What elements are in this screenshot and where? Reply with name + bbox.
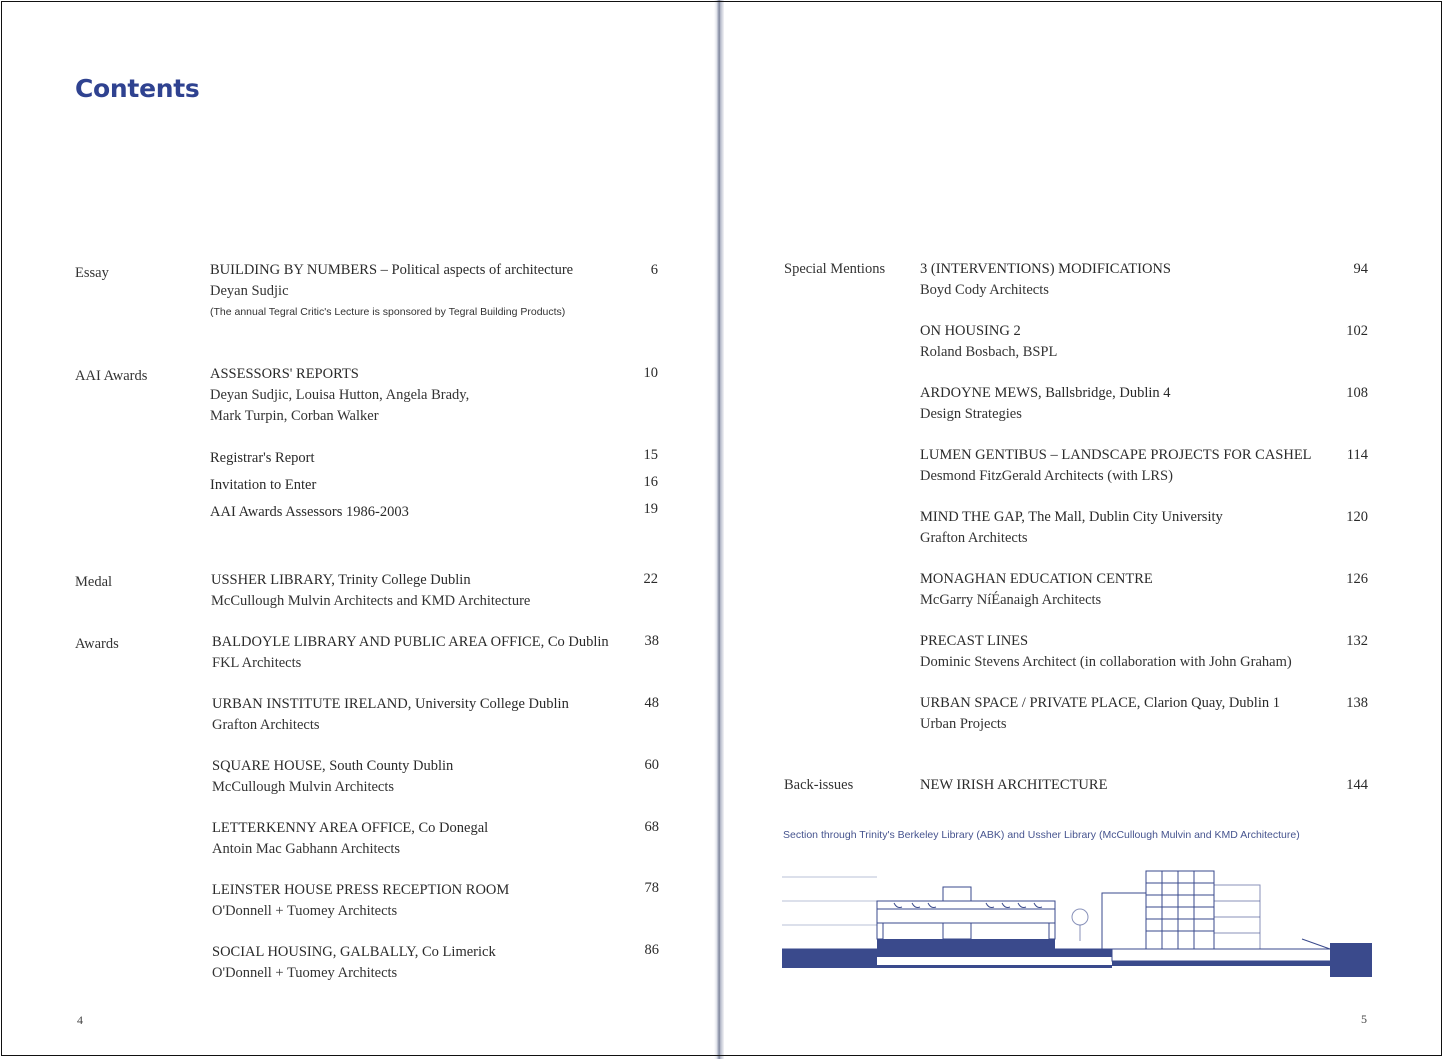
page-number: 15: [643, 447, 658, 463]
page-title: Contents: [75, 74, 200, 103]
page-number: 108: [1346, 385, 1368, 401]
entry-title: PRECAST LINES: [920, 633, 1029, 649]
entry-author: Deyan Sudjic: [210, 283, 289, 299]
entry-title: Invitation to Enter: [210, 477, 317, 493]
entry-author: Urban Projects: [920, 716, 1007, 732]
entry-author: Grafton Architects: [920, 530, 1028, 546]
entry-author: McCullough Mulvin Architects: [212, 779, 395, 795]
page-number: 120: [1346, 509, 1368, 525]
toc-entry-special: [920, 569, 1153, 611]
folio-left: 4: [77, 1013, 83, 1027]
entry-author: Design Strategies: [920, 406, 1022, 422]
page-number: 48: [644, 695, 659, 711]
entry-title: LUMEN GENTIBUS – LANDSCAPE PROJECTS FOR CASHEL: [920, 447, 1312, 463]
section-label-special-mentions: Special Mentions: [784, 261, 886, 277]
page-number: 86: [644, 942, 659, 958]
entry-author: McCullough Mulvin Architects and KMD Architecture: [211, 593, 531, 609]
toc-entry-back-issues: [920, 775, 1107, 796]
page-number: 10: [643, 365, 658, 381]
entry-title: URBAN INSTITUTE IRELAND, University College Dublin: [212, 696, 569, 712]
toc-entry-special: [920, 507, 1223, 549]
entry-title: ARDOYNE MEWS, Ballsbridge, Dublin 4: [920, 385, 1171, 401]
entry-title: LEINSTER HOUSE PRESS RECEPTION ROOM: [212, 882, 510, 898]
folio-right: 5: [1361, 1012, 1367, 1026]
page-number: 68: [644, 819, 659, 835]
library-section-drawing: [782, 865, 1372, 980]
entry-title: Registrar's Report: [210, 450, 315, 466]
entry-author: Mark Turpin, Corban Walker: [210, 408, 379, 424]
entry-author: O'Donnell + Tuomey Architects: [212, 965, 398, 981]
toc-entry-aai-assessors: [210, 502, 409, 523]
page-number: 22: [643, 571, 658, 587]
toc-entry-invitation-to-enter: [210, 475, 316, 496]
entry-title: ON HOUSING 2: [920, 323, 1021, 339]
entry-title: SOCIAL HOUSING, GALBALLY, Co Limerick: [212, 944, 496, 960]
entry-author: Boyd Cody Architects: [920, 282, 1049, 298]
entry-author: Desmond FitzGerald Architects (with LRS): [920, 468, 1173, 484]
entry-author: O'Donnell + Tuomey Architects: [212, 903, 398, 919]
entry-title: MONAGHAN EDUCATION CENTRE: [920, 571, 1153, 587]
entry-title: URBAN SPACE / PRIVATE PLACE, Clarion Quay, Dublin 1: [920, 695, 1280, 711]
entry-author: Roland Bosbach, BSPL: [920, 344, 1058, 360]
toc-entry-award: [212, 632, 609, 674]
book-gutter: [714, 0, 724, 1059]
toc-entry-award: [212, 694, 569, 736]
section-label-awards: Awards: [75, 636, 119, 652]
toc-entry-special: [920, 259, 1171, 301]
page-number: 102: [1346, 323, 1368, 339]
toc-entry-special: [920, 383, 1171, 425]
page-number: 132: [1346, 633, 1368, 649]
entry-author: Dominic Stevens Architect (in collaboration with John Graham): [920, 654, 1292, 670]
toc-entry-registrars-report: [210, 448, 315, 469]
page-number: 19: [643, 501, 658, 517]
entry-title: NEW IRISH ARCHITECTURE: [920, 777, 1108, 793]
entry-title: LETTERKENNY AREA OFFICE, Co Donegal: [212, 820, 489, 836]
page-number: 144: [1346, 777, 1368, 793]
entry-note: (The annual Tegral Critic's Lecture is sponsored by Tegral Building Products): [210, 306, 566, 318]
entry-title: BALDOYLE LIBRARY AND PUBLIC AREA OFFICE, Co Dublin: [212, 634, 609, 650]
entry-author: Grafton Architects: [212, 717, 320, 733]
entry-title: AAI Awards Assessors 1986-2003: [210, 504, 409, 520]
toc-entry-special: [920, 445, 1312, 487]
page-number: 16: [643, 474, 658, 490]
figure-caption: Section through Trinity's Berkeley Library (ABK) and Ussher Library (McCullough Mulvin and KMD Architecture): [783, 829, 1300, 841]
entry-title: 3 (INTERVENTIONS) MODIFICATIONS: [920, 261, 1171, 277]
page-number: 60: [644, 757, 659, 773]
page-number: 38: [644, 633, 659, 649]
page-number: 138: [1346, 695, 1368, 711]
entry-author: FKL Architects: [212, 655, 302, 671]
toc-entry-assessors-reports: [210, 364, 469, 427]
toc-entry-special: [920, 693, 1280, 735]
entry-title: MIND THE GAP, The Mall, Dublin City University: [920, 509, 1223, 525]
page-number: 126: [1346, 571, 1368, 587]
entry-title: SQUARE HOUSE, South County Dublin: [212, 758, 454, 774]
page-number: 94: [1353, 261, 1368, 277]
entry-author: Deyan Sudjic, Louisa Hutton, Angela Brady,: [210, 387, 470, 403]
section-label-back-issues: Back-issues: [784, 777, 854, 793]
section-label-aai-awards: AAI Awards: [75, 368, 148, 384]
entry-title: ASSESSORS' REPORTS: [210, 366, 359, 382]
entry-title: BUILDING BY NUMBERS – Political aspects of architecture: [210, 262, 574, 278]
toc-entry-special: [920, 321, 1057, 363]
toc-entry-essay: [210, 260, 573, 322]
page-number: 78: [644, 880, 659, 896]
toc-entry-award: [212, 942, 496, 984]
entry-author: McGarry NíÉanaigh Architects: [920, 592, 1102, 608]
toc-entry-ussher-library: [211, 570, 530, 612]
section-label-medal: Medal: [75, 574, 113, 590]
page-number: 114: [1346, 447, 1368, 463]
entry-author: Antoin Mac Gabhann Architects: [212, 841, 401, 857]
entry-title: USSHER LIBRARY, Trinity College Dublin: [211, 572, 471, 588]
toc-entry-award: [212, 818, 488, 860]
toc-entry-special: [920, 631, 1292, 673]
section-label-essay: Essay: [75, 265, 109, 281]
toc-entry-award: [212, 756, 453, 798]
toc-entry-award: [212, 880, 509, 922]
page-number: 6: [650, 262, 658, 278]
